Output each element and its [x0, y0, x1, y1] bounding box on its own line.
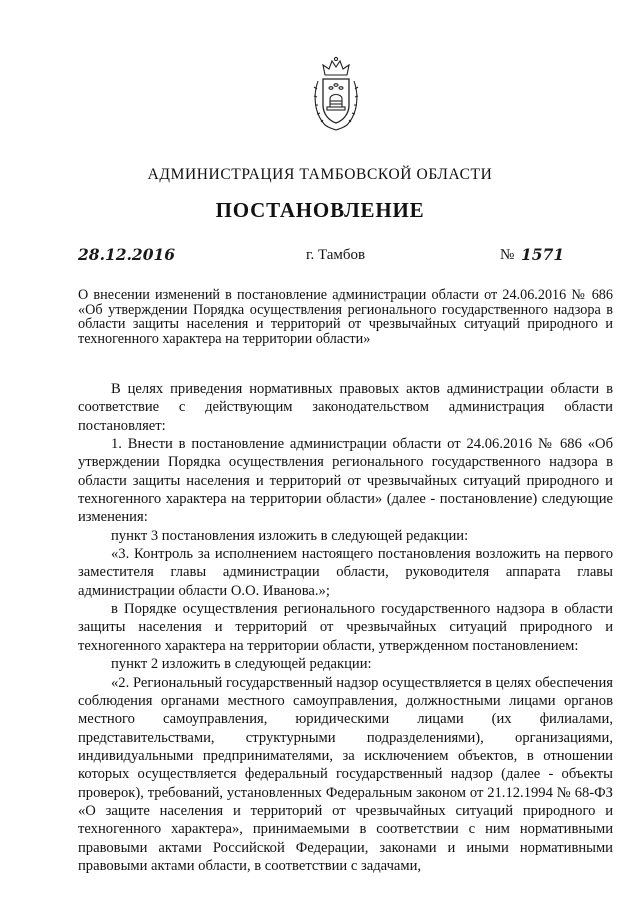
document-number: 1571	[521, 245, 565, 264]
document-number-label: №	[500, 247, 515, 263]
organization-name: АДМИНИСТРАЦИЯ ТАМБОВСКОЙ ОБЛАСТИ	[147, 166, 493, 183]
body-paragraph-point-3-text: «3. Контроль за исполнением настоящего постановления возложить на первого заместителя главы администрации области, руководителя аппарата главы администрации области О.О. Иванова.»;	[78, 546, 613, 599]
document-body	[78, 380, 613, 875]
body-paragraph-preamble: В целях приведения нормативных правовых актов администрации области в соответствие с действующим законодательством администрация области постановляет:	[78, 381, 613, 434]
document-subject: О внесении изменений в постановление администрации области от 24.06.2016 № 686 «Об утверждении Порядка осуществления регионального государственного надзора в области защиты населения и территорий от чрезвычайных ситуаций природного и техногенного характера на территории области»	[78, 287, 613, 347]
document-type-title: ПОСТАНОВЛЕНИЕ	[215, 198, 425, 222]
body-paragraph-procedure-intro: в Порядке осуществления регионального государственного надзора в области защиты населения и территорий от чрезвычайных ситуаций природного и техногенного характера на территории области, утвержденном постановлением:	[78, 601, 613, 654]
document-city: г. Тамбов	[306, 247, 366, 263]
body-paragraph-item-1: 1. Внести в постановление администрации области от 24.06.2016 № 686 «Об утверждении Порядка осуществления регионального государственного надзора в области защиты населения и территорий от чрезвычайных ситуаций природного и техногенного характера на территории области» (далее - постановление) следующие изменения:	[78, 436, 613, 526]
tambov-coat-of-arms-emblem	[311, 55, 361, 133]
body-paragraph-point-2-intro: пункт 2 изложить в следующей редакции:	[111, 656, 372, 673]
body-paragraph-point-2-text: «2. Региональный государственный надзор осуществляется в целях обеспечения соблюдения органами местного самоуправления, должностными лицами органов местного самоуправления, юридическими лицами (их филиалами, представительствами, структурными подразделениями), организациями, индивидуальными предпринимателями, за исключением объектов, в отношении которых осуществляется федеральный государственный надзор (далее - объекты проверок), требований, установленных Федеральным законом от 21.12.1994 № 68-ФЗ «О защите населения и территорий от чрезвычайных ситуаций природного и техногенного характера», принимаемыми в соответствии с ним нормативными правовыми актами Российской Федерации, законами и иными нормативными правовыми актами области, в соответствии с задачами,	[78, 674, 613, 874]
document-date: 28.12.2016	[78, 245, 176, 264]
body-paragraph-point-3-intro: пункт 3 постановления изложить в следующей редакции:	[111, 527, 469, 544]
